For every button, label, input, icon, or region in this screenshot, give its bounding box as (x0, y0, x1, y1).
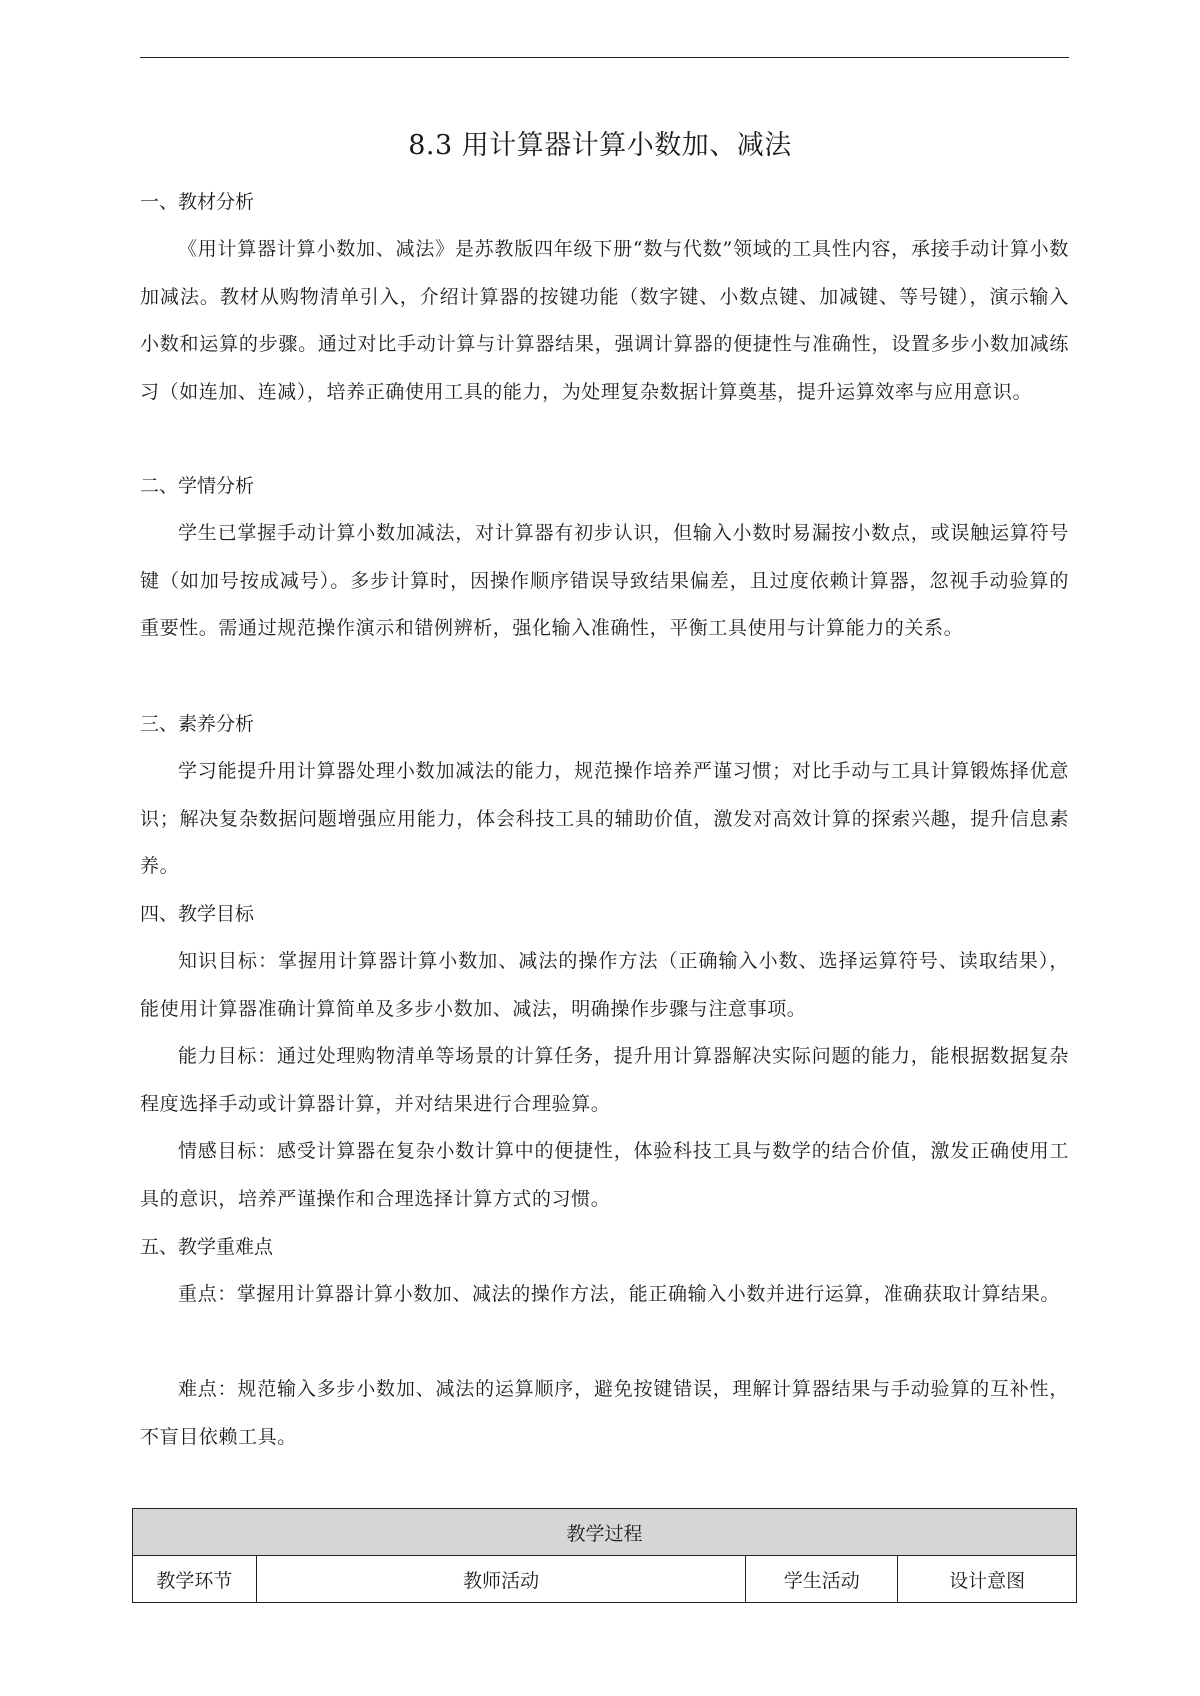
column-header-teacher-activity: 教师活动 (256, 1556, 745, 1603)
teaching-process-table (132, 1508, 1077, 1603)
section-heading-key-points: 五、教学重难点 (140, 1236, 274, 1258)
column-header-design-intent: 设计意图 (898, 1556, 1077, 1603)
column-header-stage: 教学环节 (133, 1556, 257, 1603)
paragraph-emotion-goal: 情感目标：感受计算器在复杂小数计算中的便捷性，体验科技工具与数学的结合价值，激发正确使用工具的意识，培养严谨操作和合理选择计算方式的习惯。 (140, 1140, 1069, 1210)
page-title: 8.3 用计算器计算小数加、减法 (408, 130, 792, 161)
paragraph-textbook-analysis: 《用计算器计算小数加、减法》是苏教版四年级下册“数与代数”领域的工具性内容，承接手动计算小数加减法。教材从购物清单引入，介绍计算器的按键功能（数字键、小数点键、加减键、等号键），演示输入小数和运算的步骤。通过对比手动计算与计算器结果，强调计算器的便捷性与准确性，设置多步小数加减练习（如连加、连减），培养正确使用工具的能力，为处理复杂数据计算奠基，提升运算效率与应用意识。 (140, 238, 1069, 403)
section-heading-teaching-goals: 四、教学目标 (140, 903, 255, 925)
paragraph-ability-goal: 能力目标：通过处理购物清单等场景的计算任务，提升用计算器解决实际问题的能力，能根据数据复杂程度选择手动或计算器计算，并对结果进行合理验算。 (140, 1045, 1069, 1115)
paragraph-difficult-point: 难点：规范输入多步小数加、减法的运算顺序，避免按键错误，理解计算器结果与手动验算的互补性，不盲目依赖工具。 (140, 1378, 1069, 1448)
table-title-row (133, 1509, 1077, 1556)
section-heading-textbook-analysis: 一、教材分析 (140, 191, 255, 213)
paragraph-student-analysis: 学生已掌握手动计算小数加减法，对计算器有初步认识，但输入小数时易漏按小数点，或误触运算符号键（如加号按成减号）。多步计算时，因操作顺序错误导致结果偏差，且过度依赖计算器，忽视手动验算的重要性。需通过规范操作演示和错例辨析，强化输入准确性，平衡工具使用与计算能力的关系。 (140, 522, 1069, 639)
paragraph-knowledge-goal: 知识目标：掌握用计算器计算小数加、减法的操作方法（正确输入小数、选择运算符号、读取结果），能使用计算器准确计算简单及多步小数加、减法，明确操作步骤与注意事项。 (140, 950, 1069, 1020)
paragraph-key-point: 重点：掌握用计算器计算小数加、减法的操作方法，能正确输入小数并进行运算，准确获取计算结果。 (178, 1283, 1061, 1305)
header-rule (140, 57, 1069, 58)
section-heading-literacy-analysis: 三、素养分析 (140, 713, 255, 735)
table-header-row (133, 1556, 1077, 1603)
paragraph-literacy-analysis: 学习能提升用计算器处理小数加减法的能力，规范操作培养严谨习惯；对比手动与工具计算锻炼择优意识；解决复杂数据问题增强应用能力，体会科技工具的辅助价值，激发对高效计算的探索兴趣，提升信息素养。 (140, 760, 1069, 877)
section-heading-student-analysis: 二、学情分析 (140, 475, 255, 497)
column-header-student-activity: 学生活动 (746, 1556, 898, 1603)
table-title-cell: 教学过程 (133, 1509, 1077, 1556)
